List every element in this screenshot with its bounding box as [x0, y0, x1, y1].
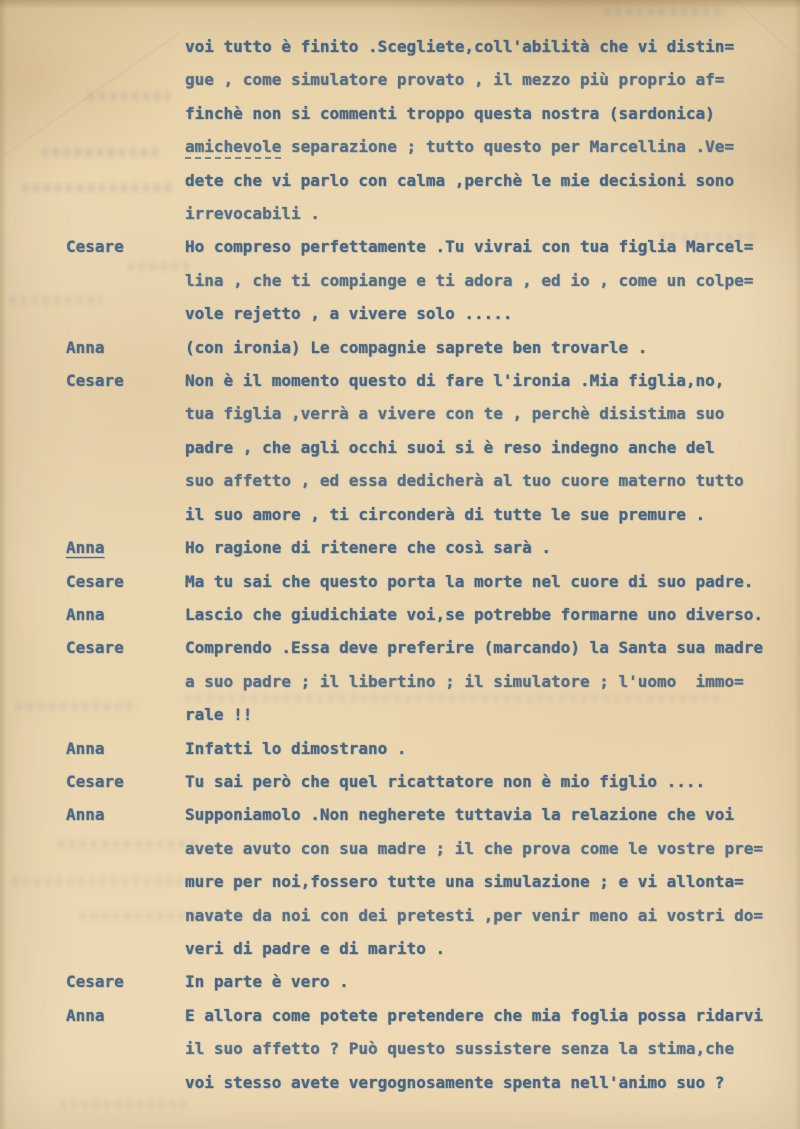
- dialogue-line: Ma tu sai che questo porta la morte nel cuore di suo padre.: [185, 571, 754, 591]
- dialogue-entry: [0, 765, 800, 798]
- dialogue-entry: [0, 230, 800, 330]
- dialogue-lines: [185, 565, 800, 598]
- dialogue-line: lina , che ti compiange e ti adora , ed io , come un colpe=: [185, 270, 754, 290]
- dialogue-lines: [185, 965, 800, 998]
- dialogue-line: voi tutto è finito .Scegliete,coll'abilità che vi distin=: [185, 37, 735, 56]
- dialogue-line: veri di padre e di marito .: [185, 938, 446, 958]
- dialogue-line: vole rejetto , a vivere solo .....: [185, 304, 513, 324]
- dialogue-line: voi stesso avete vergognosamente spenta nell'animo suo ?: [185, 1072, 725, 1092]
- dialogue-line: Lascio che giudichiate voi,se potrebbe formarne uno diverso.: [185, 604, 763, 624]
- speaker-label: Cesare: [66, 638, 124, 658]
- dialogue-line: (con ironia) Le compagnie saprete ben trovarle .: [185, 337, 648, 357]
- dialogue-lines: [185, 631, 800, 731]
- dialogue-lines: [185, 331, 800, 364]
- dialogue-entry: [0, 331, 800, 364]
- speaker-label: Cesare: [66, 371, 124, 391]
- dialogue-line: amichevole separazione ; tutto questo per Marcellina .Ve=: [185, 130, 800, 163]
- speaker-label: Anna: [66, 738, 105, 758]
- bleed-through-smudge: [60, 1100, 190, 1109]
- dialogue-line: E allora come potete pretendere che mia foglia possa ridarvi: [185, 1005, 763, 1025]
- dialogue-entry: [0, 798, 800, 965]
- speaker-label: Cesare: [66, 771, 124, 791]
- speaker-label: Anna: [66, 538, 105, 558]
- speaker-label: Anna: [66, 604, 105, 624]
- dialogue-line: dete che vi parlo con calma ,perchè le mie decisioni sono: [185, 170, 735, 190]
- dialogue-entry: [0, 364, 800, 531]
- dialogue-lines: [185, 531, 800, 564]
- dialogue-entry: [0, 732, 800, 765]
- dialogue-entry: [0, 531, 800, 564]
- dialogue-line: gue , come simulatore provato , il mezzo più proprio af=: [185, 70, 725, 90]
- dialogue-entry: [0, 999, 800, 1099]
- dialogue-entry: [0, 598, 800, 631]
- dialogue-entry: [0, 30, 800, 230]
- dialogue-entry: [0, 631, 800, 731]
- speaker-label: Anna: [66, 337, 105, 357]
- dialogue-line: suo affetto , ed essa dedicherà al tuo cuore materno tutto: [185, 471, 744, 491]
- dialogue-line: padre , che agli occhi suoi si è reso indegno anche del: [185, 437, 715, 457]
- underlined-word: amichevole: [185, 137, 281, 159]
- dialogue-lines: [185, 598, 800, 631]
- dialogue-lines: [185, 230, 800, 330]
- dialogue-line: Infatti lo dimostrano .: [185, 738, 407, 758]
- dialogue-entry: [0, 565, 800, 598]
- dialogue-line: avete avuto con sua madre ; il che prova come le vostre pre=: [185, 838, 763, 858]
- dialogue-lines: [185, 765, 800, 798]
- dialogue-line: Non è il momento questo di fare l'ironia .Mia figlia,no,: [185, 371, 725, 391]
- dialogue-line: Tu sai però che quel ricattatore non è mio figlio ....: [185, 771, 706, 791]
- dialogue-entry: [0, 965, 800, 998]
- dialogue-lines: [185, 999, 800, 1099]
- speaker-label: Cesare: [66, 237, 124, 257]
- dialogue-line: irrevocabili .: [185, 204, 320, 224]
- dialogue-lines: [185, 732, 800, 765]
- speaker-label: Cesare: [66, 972, 124, 992]
- dialogue-line: Ho ragione di ritenere che così sarà .: [185, 538, 552, 558]
- dialogue-line: Comprendo .Essa deve preferire (marcando) la Santa sua madre: [185, 638, 763, 658]
- dialogue-line: finchè non si commenti troppo questa nostra (sardonica): [185, 103, 715, 123]
- dialogue-line: a suo padre ; il libertino ; il simulatore ; l'uomo immo=: [185, 671, 744, 691]
- dialogue-line: In parte è vero .: [185, 972, 349, 992]
- dialogue-line: il suo affetto ? Può questo sussistere senza la stima,che: [185, 1039, 735, 1059]
- dialogue-lines: [185, 364, 800, 531]
- dialogue-line: Supponiamolo .Non negherete tuttavia la relazione che voi: [185, 805, 735, 825]
- bleed-through-smudge: [604, 7, 726, 16]
- speaker-label: [0, 30, 185, 230]
- dialogue-line: tua figlia ,verrà a vivere con te , perchè disistima suo: [185, 404, 725, 424]
- dialogue-line: rale !!: [185, 705, 253, 725]
- speaker-label: Anna: [66, 805, 105, 825]
- dialogue-lines: [185, 798, 800, 965]
- script-body: [0, 30, 800, 1099]
- dialogue-lines: [185, 30, 800, 230]
- dialogue-line: Ho compreso perfettamente .Tu vivrai con tua figlia Marcel=: [185, 237, 754, 257]
- speaker-label: Cesare: [66, 571, 124, 591]
- dialogue-line: il suo amore , ti circonderà di tutte le sue premure .: [185, 504, 706, 524]
- dialogue-line: mure per noi,fossero tutte una simulazione ; e vi allonta=: [185, 872, 744, 892]
- speaker-label: Anna: [66, 1005, 105, 1025]
- dialogue-line: navate da noi con dei pretesti ,per venir meno ai vostri do=: [185, 905, 763, 925]
